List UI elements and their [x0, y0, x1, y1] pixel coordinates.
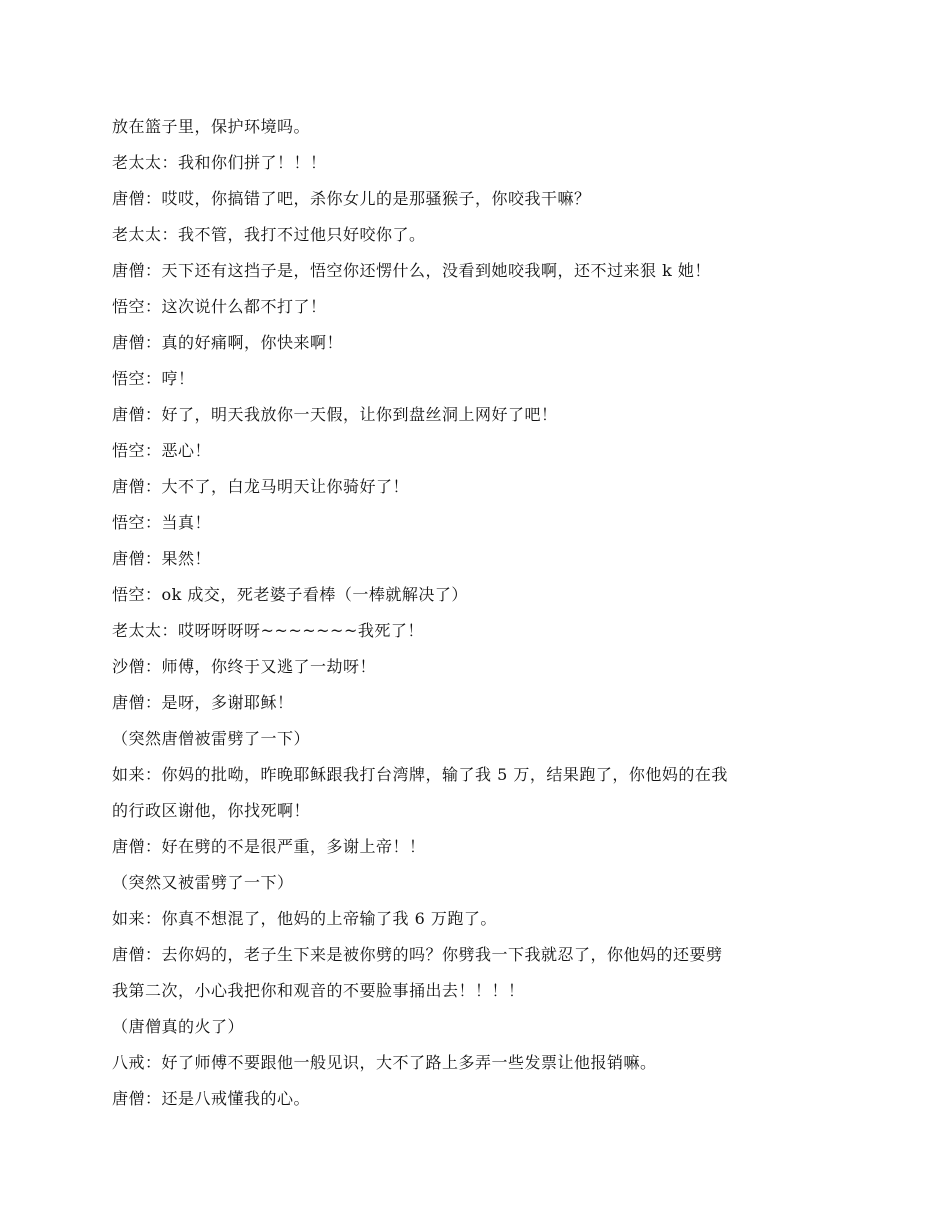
- text-line: 如来：你妈的批呦，昨晚耶稣跟我打台湾牌，输了我 5 万，结果跑了，你他妈的在我: [112, 765, 728, 784]
- text-line: 我第二次，小心我把你和观音的不要脸事捅出去！！！！: [112, 981, 525, 1000]
- text-line: 唐僧：是呀，多谢耶稣！: [112, 693, 294, 712]
- text-line: （唐僧真的火了）: [112, 1017, 245, 1036]
- text-line: 老太太：哎呀呀呀呀~~~~~~~我死了！: [112, 621, 424, 640]
- text-line: 八戒：好了师傅不要跟他一般见识，大不了路上多弄一些发票让他报销嘛。: [112, 1053, 657, 1072]
- text-line: 悟空：这次说什么都不打了！: [112, 297, 327, 316]
- text-line: 唐僧：去你妈的，老子生下来是被你劈的吗？你劈我一下我就忍了，你他妈的还要劈: [112, 945, 723, 964]
- text-line: 老太太：我和你们拼了！！！: [112, 153, 327, 172]
- text-line: 唐僧：好了，明天我放你一天假，让你到盘丝洞上网好了吧！: [112, 405, 558, 424]
- text-line: 的行政区谢他，你找死啊！: [112, 801, 311, 820]
- text-line: 悟空：当真！: [112, 513, 212, 532]
- text-line: 唐僧：还是八戒懂我的心。: [112, 1089, 311, 1108]
- text-line: 沙僧：师傅，你终于又逃了一劫呀！: [112, 657, 377, 676]
- text-line: 唐僧：天下还有这挡子是，悟空你还愣什么，没看到她咬我啊，还不过来狠 k 她！: [112, 261, 711, 280]
- text-line: 唐僧：果然！: [112, 549, 212, 568]
- text-line: 悟空：ok 成交，死老婆子看棒（一棒就解决了）: [112, 585, 468, 604]
- text-line: （突然唐僧被雷劈了一下）: [112, 729, 311, 748]
- document-body: [112, 109, 812, 1117]
- text-line: （突然又被雷劈了一下）: [112, 873, 294, 892]
- text-line: 如来：你真不想混了，他妈的上帝输了我 6 万跑了。: [112, 909, 497, 928]
- text-line: 老太太：我不管，我打不过他只好咬你了。: [112, 225, 426, 244]
- text-line: 悟空：恶心！: [112, 441, 212, 460]
- text-line: 唐僧：大不了，白龙马明天让你骑好了！: [112, 477, 410, 496]
- text-line: 唐僧：哎哎，你搞错了吧，杀你女儿的是那骚猴子，你咬我干嘛？: [112, 189, 591, 208]
- text-line: 唐僧：真的好痛啊，你快来啊！: [112, 333, 344, 352]
- text-line: 唐僧：好在劈的不是很严重，多谢上帝！！: [112, 837, 426, 856]
- text-line: 悟空：哼！: [112, 369, 195, 388]
- text-line: 放在篮子里，保护环境吗。: [112, 117, 311, 136]
